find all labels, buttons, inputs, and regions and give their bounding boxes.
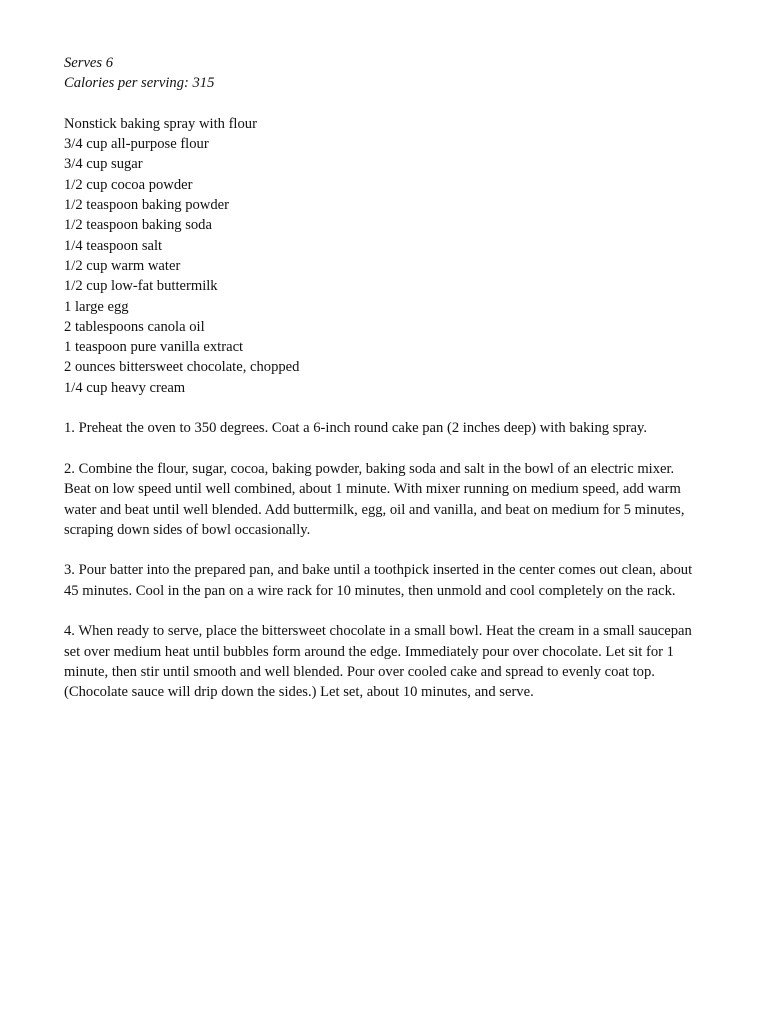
ingredient-item: 3/4 cup all-purpose flour [64,136,209,153]
ingredient-item: 2 tablespoons canola oil [64,318,205,335]
ingredient-item: 1/2 cup cocoa powder [64,176,193,193]
ingredient-item: Nonstick baking spray with flour [64,115,257,132]
instruction-step: 2. Combine the flour, sugar, cocoa, baking powder, baking soda and salt in the bowl of an electric mixer. Beat on low speed until well combined, about 1 minute. With mixer running on medium speed, add warm water and beat until well blended. Add buttermilk, egg, oil and vanilla, and beat on medium for 5 minutes, scraping down sides of bowl occasionally. [64,460,685,538]
ingredient-item: 1/4 cup heavy cream [64,379,186,396]
recipe-meta [64,53,704,94]
ingredient-item: 1/2 cup low-fat buttermilk [64,278,218,295]
ingredient-item: 1/2 cup warm water [64,257,181,274]
calories-text: Calories per serving: 315 [64,75,215,92]
ingredient-item: 2 ounces bittersweet chocolate, chopped [64,359,300,376]
ingredient-item: 3/4 cup sugar [64,156,143,173]
ingredient-item: 1/2 teaspoon baking soda [64,217,212,234]
instruction-step: 4. When ready to serve, place the bittersweet chocolate in a small bowl. Heat the cream in a small saucepan set over medium heat until bubbles form around the edge. Immediately pour over chocolate. Let sit for 1 minute, then stir until smooth and well blended. Pour over cooled cake and spread to evenly coat top. (Chocolate sauce will drip down the sides.) Let set, about 10 minutes, and serve. [64,623,692,701]
ingredient-item: 1/4 teaspoon salt [64,237,163,254]
ingredient-item: 1 teaspoon pure vanilla extract [64,339,244,356]
spacer [64,94,704,114]
instruction-step: 1. Preheat the oven to 350 degrees. Coat a 6-inch round cake pan (2 inches deep) with baking spray. [64,420,648,437]
instruction-step: 3. Pour batter into the prepared pan, and bake until a toothpick inserted in the center comes out clean, about 45 minutes. Cool in the pan on a wire rack for 10 minutes, then unmold and cool completely on the rack. [64,562,693,599]
ingredient-item: 1 large egg [64,298,129,315]
spacer [64,398,704,418]
ingredient-item: 1/2 teaspoon baking powder [64,197,229,214]
recipe-page [64,53,704,723]
instruction-list [64,418,704,702]
ingredient-list [64,114,704,398]
serves-text: Serves 6 [64,55,114,71]
